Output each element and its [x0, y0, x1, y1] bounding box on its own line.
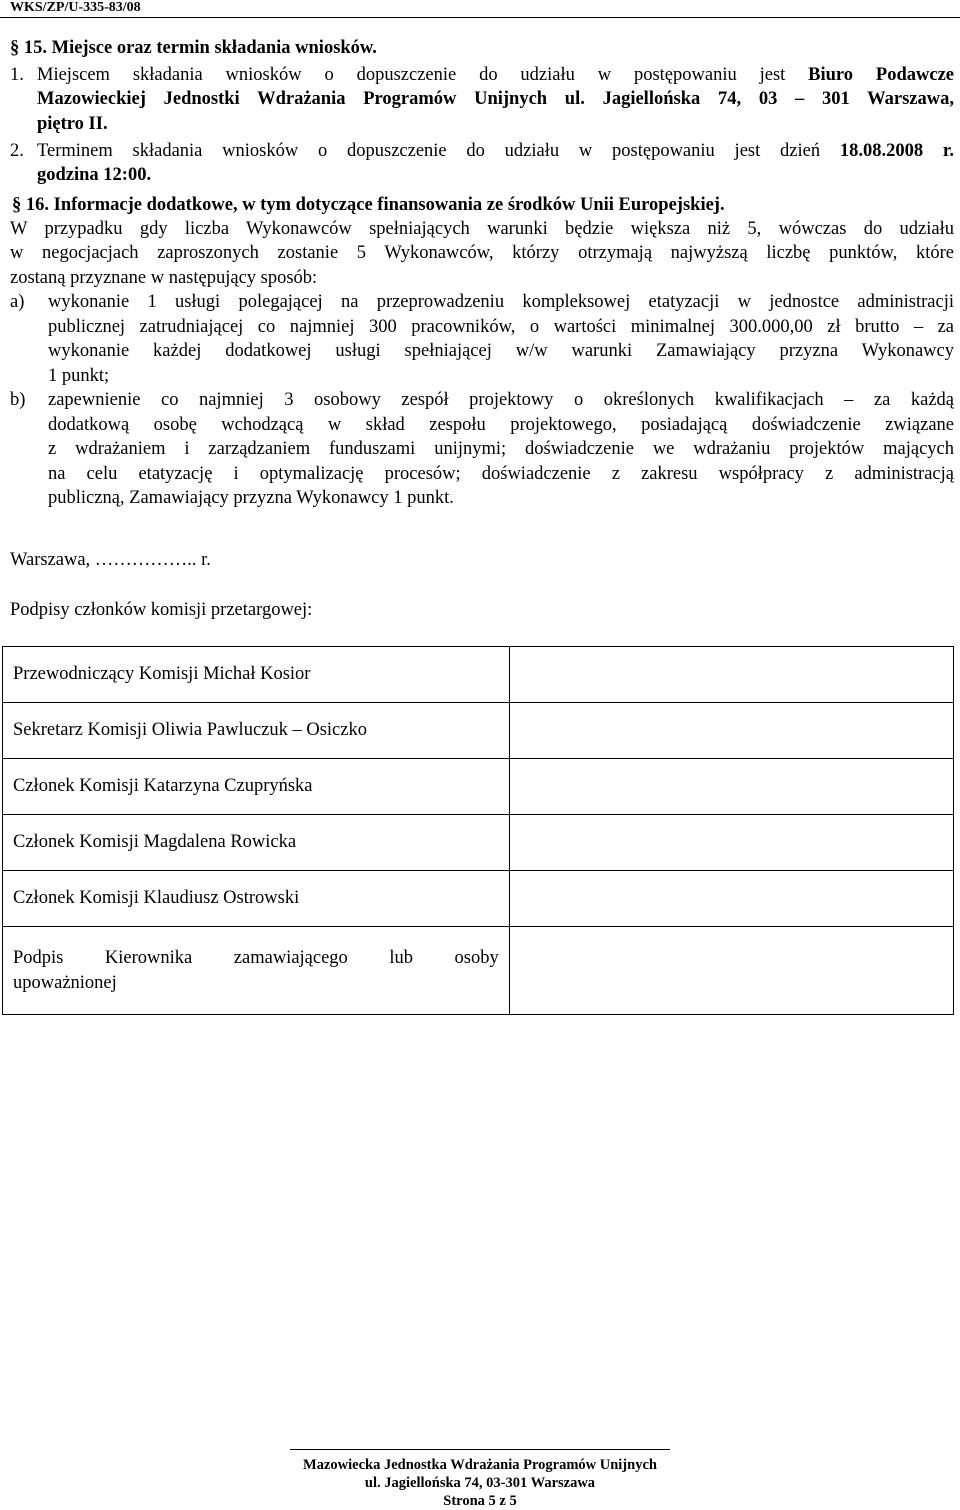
item-1-text: Miejscem składania wniosków o dopuszczenie do udziału w postępowaniu jest	[37, 65, 809, 85]
signature-field	[509, 759, 953, 815]
criterion-b-line-5: publiczną, Zamawiający przyzna Wykonawcy 1 punkt.	[48, 488, 454, 508]
item-1-line-2: Mazowieckiej Jednostki Wdrażania Programów Unijnych ul. Jagiellońska 74, 03 – 301 Warszawa,	[37, 89, 954, 109]
signature-field	[509, 927, 953, 1015]
header-divider	[0, 17, 960, 18]
document-code: WKS/ZP/U-335-83/08	[10, 0, 141, 15]
signature-role: Sekretarz Komisji Oliwia Pawluczuk – Osiczko	[3, 703, 510, 759]
signature-role-head	[3, 927, 510, 1015]
signature-field	[509, 871, 953, 927]
signature-field	[509, 815, 953, 871]
head-signature-line-2: upoważnionej	[13, 972, 117, 993]
section-16-intro-line-2: w negocjacjach zaproszonych zostanie 5 Wykonawców, którzy otrzymają najwyższą liczbę punktów, które	[10, 243, 954, 263]
item-2-number: 2.	[10, 141, 24, 161]
signature-role: Przewodniczący Komisji Michał Kosior	[3, 647, 510, 703]
signature-row	[3, 759, 954, 815]
section-15-heading: § 15. Miejsce oraz termin składania wniosków.	[10, 38, 377, 58]
criterion-b-line-1: zapewnienie co najmniej 3 osobowy zespół projektowy o określonych kwalifikacjach – za każdą	[48, 390, 954, 410]
signatures-table	[2, 646, 954, 1015]
criterion-a-line-4: 1 punkt;	[48, 366, 110, 386]
item-1-line-1	[37, 63, 954, 88]
criterion-a-letter: a)	[10, 292, 25, 312]
signature-row	[3, 647, 954, 703]
signature-field	[509, 703, 953, 759]
section-16-heading: § 16. Informacje dodatkowe, w tym dotyczące finansowania ze środków Unii Europejskiej.	[12, 195, 725, 215]
footer-divider	[290, 1449, 670, 1450]
signature-role: Członek Komisji Klaudiusz Ostrowski	[3, 871, 510, 927]
item-2-line-1	[37, 139, 954, 164]
criterion-a-line-3: wykonanie każdej dodatkowej usługi spełniającej w/w warunki Zamawiający przyzna Wykonawcy	[48, 341, 954, 361]
item-1-line-3: piętro II.	[37, 114, 108, 134]
signatures-title: Podpisy członków komisji przetargowej:	[10, 600, 313, 620]
criterion-a-line-1: wykonanie 1 usługi polegającej na przeprowadzeniu kompleksowej etatyzacji w jednostce administracji	[48, 292, 954, 312]
footer-address: ul. Jagiellońska 74, 03-301 Warszawa	[364, 1475, 596, 1491]
signature-row	[3, 871, 954, 927]
signature-row	[3, 703, 954, 759]
item-1-location: Biuro Podawcze	[808, 65, 954, 85]
signature-role: Członek Komisji Magdalena Rowicka	[3, 815, 510, 871]
page-number: Strona 5 z 5	[443, 1493, 517, 1509]
item-1-number: 1.	[10, 65, 24, 85]
criterion-b-letter: b)	[10, 390, 26, 410]
section-16-intro-line-1: W przypadku gdy liczba Wykonawców spełniających warunki będzie większa niż 5, wówczas do udziału	[10, 219, 954, 239]
signature-row	[3, 815, 954, 871]
criterion-b-line-2: dodatkową osobę wchodzącą w skład zespołu projektowego, posiadającą doświadczenie związane	[48, 415, 954, 435]
criterion-b-line-3: z wdrażaniem i zarządzaniem funduszami unijnymi; doświadczenie we wdrażaniu projektów mających	[48, 439, 954, 459]
signature-field	[509, 647, 953, 703]
signature-role: Członek Komisji Katarzyna Czupryńska	[3, 759, 510, 815]
section-16-intro-line-3: zostaną przyznane w następujący sposób:	[10, 268, 318, 288]
head-signature-line-1: Podpis Kierownika zamawiającego lub osoby	[13, 948, 499, 968]
place-and-date: Warszawa, …………….. r.	[10, 550, 211, 570]
item-2-date: 18.08.2008 r.	[839, 141, 954, 161]
item-2-text: Terminem składania wniosków o dopuszczenie do udziału w postępowaniu jest dzień	[37, 141, 840, 161]
criterion-a-line-2: publicznej zatrudniającej co najmniej 300 pracowników, o wartości minimalnej 300.000,00 zł brutto – za	[48, 317, 954, 337]
criterion-b-line-4: na celu etatyzację i optymalizację procesów; doświadczenie z zakresu współpracy z administracją	[48, 464, 954, 484]
footer-institution: Mazowiecka Jednostka Wdrażania Programów Unijnych	[303, 1457, 657, 1473]
item-2-line-2: godzina 12:00.	[37, 165, 152, 185]
signature-row	[3, 927, 954, 1015]
